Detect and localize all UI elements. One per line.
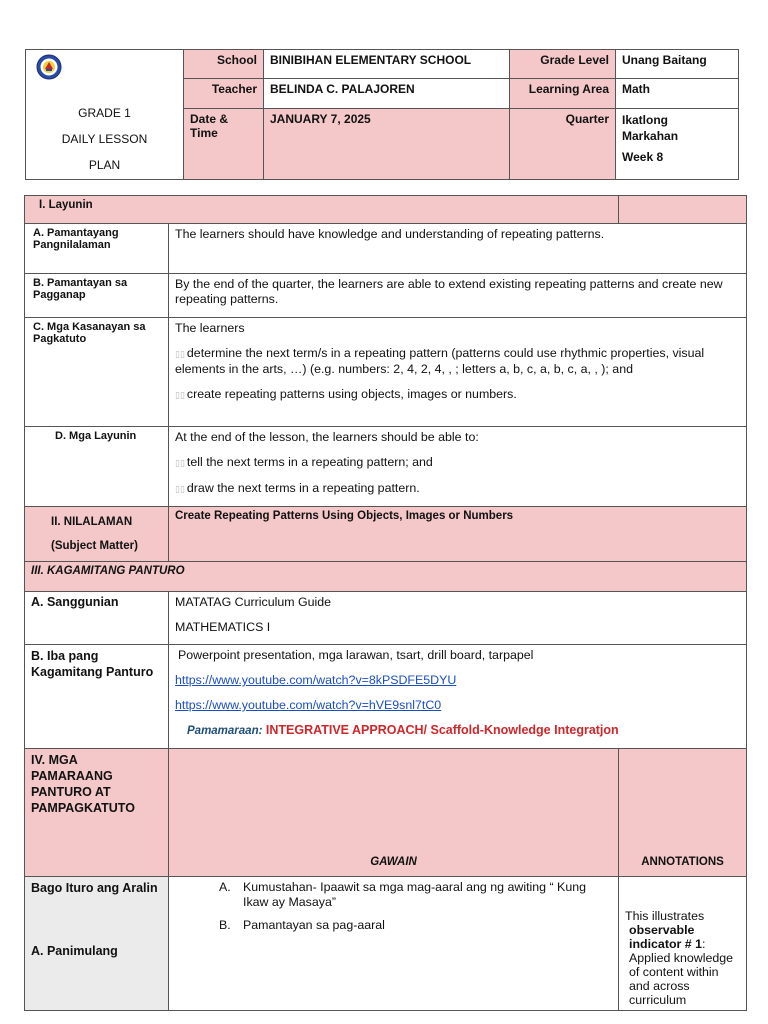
- kasanayan-bullet-1: determine the next term/s in a repeating pattern (patterns could use rhythmic properties, visual elements in the arts, …) (e.g. numbers: 2, 4, 2, 4, , ; letters a, b, c, a, b, c, a, , ); and: [175, 346, 705, 376]
- nilalaman-text: Create Repeating Patterns Using Objects, Images or Numbers: [169, 507, 747, 562]
- bullet-icon: ▯▯: [175, 484, 185, 494]
- pamantayan-pagganap-text: By the end of the quarter, the learners are able to extend existing repeating patterns and create new repeating patterns.: [169, 274, 747, 318]
- kasanayan-intro: The learners: [175, 321, 245, 335]
- gawain-item-a-marker: A.: [219, 880, 231, 894]
- sanggunian-label: A. Sanggunian: [25, 592, 169, 645]
- pamantayang-pangnilalaman-text: The learners should have knowledge and understanding of repeating patterns.: [169, 224, 747, 274]
- gawain-header: GAWAIN: [169, 749, 619, 877]
- pamantayan-pagganap-label: B. Pamantayan sa Pagganap: [25, 274, 169, 318]
- kasanayan-cell: [169, 318, 747, 427]
- grade-level-value: Unang Baitang: [616, 50, 739, 79]
- week-value: Week 8: [622, 150, 664, 164]
- youtube-link-2[interactable]: https://www.youtube.com/watch?v=hVE9snl7tC0: [175, 698, 442, 712]
- date-value: JANUARY 7, 2025: [264, 109, 510, 180]
- gawain-item-b: [219, 918, 612, 933]
- kasanayan-label: C. Mga Kasanayan sa Pagkatuto: [25, 318, 169, 427]
- annotations-header: ANNOTATIONS: [619, 749, 747, 877]
- deped-seal-icon: [36, 54, 62, 80]
- materials-line: Powerpoint presentation, mga larawan, tsart, drill board, tarpapel: [178, 648, 534, 662]
- annotation-text: : Applied knowledge of content within and across curriculum: [629, 937, 734, 1007]
- date-label: Date & Time: [184, 109, 264, 180]
- gawain-item-b-text: Pamantayan sa pag-aaral: [243, 918, 385, 932]
- panimulang-label: A. Panimulang: [31, 944, 118, 958]
- bago-ituro-label: Bago Ituro ang Aralin: [31, 881, 158, 895]
- header-table: [25, 49, 739, 180]
- grade-title: GRADE 1: [78, 106, 131, 120]
- pamamaraan-value: INTEGRATIVE APPROACH/ Scaffold-Knowledge Integratjon: [265, 723, 619, 737]
- mga-layunin-bullet-1: tell the next terms in a repeating pattern; and: [186, 455, 433, 469]
- sanggunian-line-2: MATHEMATICS I: [175, 620, 271, 634]
- annotation-indicator: observable indicator # 1: [629, 923, 703, 951]
- kagamitan-title: III. KAGAMITANG PANTURO: [25, 562, 747, 592]
- quarter-label: Quarter: [510, 109, 616, 180]
- school-label: School: [184, 50, 264, 79]
- grade-cell: [26, 50, 184, 180]
- teacher-value: BELINDA C. PALAJOREN: [264, 79, 510, 109]
- iba-pang-kagamitan-label: B. Iba pang Kagamitang Panturo: [25, 645, 169, 749]
- daily-lesson-title: DAILY LESSON: [61, 132, 148, 146]
- layunin-empty-cell: [619, 196, 747, 224]
- kasanayan-bullet-2: create repeating patterns using objects, images or numbers.: [186, 387, 517, 401]
- subject-matter-label: (Subject Matter): [51, 540, 138, 552]
- gawain-cell: [169, 877, 619, 1011]
- bago-ituro-cell: [25, 877, 169, 1011]
- learning-area-label: Learning Area: [510, 79, 616, 109]
- pamaraang-label: IV. MGA PAMARAANG PANTURO AT PAMPAGKATUTO: [25, 749, 169, 877]
- bullet-icon: ▯▯: [175, 390, 185, 400]
- school-value: BINIBIHAN ELEMENTARY SCHOOL: [264, 50, 510, 79]
- nilalaman-label: II. NILALAMAN: [51, 516, 133, 528]
- pamantayang-pangnilalaman-label: A. Pamantayang Pangnilalaman: [25, 224, 169, 274]
- mga-layunin-cell: [169, 427, 747, 507]
- mga-layunin-bullet-2: draw the next terms in a repeating pattern.: [186, 481, 420, 495]
- gawain-item-a-text: Kumustahan- Ipaawit sa mga mag-aaral ang ng awiting “ Kung Ikaw ay Masaya”: [243, 880, 586, 909]
- bullet-icon: ▯▯: [175, 458, 185, 468]
- gawain-list: [219, 880, 612, 933]
- sanggunian-line-1: MATATAG Curriculum Guide: [175, 595, 332, 609]
- quarter-cell: [616, 109, 739, 180]
- teacher-label: Teacher: [184, 79, 264, 109]
- youtube-link-1[interactable]: https://www.youtube.com/watch?v=8kPSDFE5DYU: [175, 673, 457, 687]
- pamamaraan-label: Pamamaraan:: [187, 725, 263, 737]
- plan-title: PLAN: [88, 158, 121, 172]
- annotation-cell: [619, 877, 747, 1011]
- learning-area-value: Math: [616, 79, 739, 109]
- iba-pang-kagamitan-cell: [169, 645, 747, 749]
- nilalaman-label-cell: [25, 507, 169, 562]
- annotation-intro: This illustrates: [625, 909, 705, 923]
- quarter-value: Ikatlong Markahan: [622, 113, 679, 143]
- mga-layunin-intro: At the end of the lesson, the learners should be able to:: [175, 430, 479, 444]
- grade-level-label: Grade Level: [510, 50, 616, 79]
- layunin-title: I. Layunin: [25, 196, 619, 224]
- bullet-icon: ▯▯: [175, 349, 185, 359]
- sanggunian-cell: [169, 592, 747, 645]
- gawain-item-a: [219, 880, 612, 910]
- gawain-item-b-marker: B.: [219, 918, 231, 932]
- mga-layunin-label: D. Mga Layunin: [25, 427, 169, 507]
- lesson-table: [24, 195, 747, 1011]
